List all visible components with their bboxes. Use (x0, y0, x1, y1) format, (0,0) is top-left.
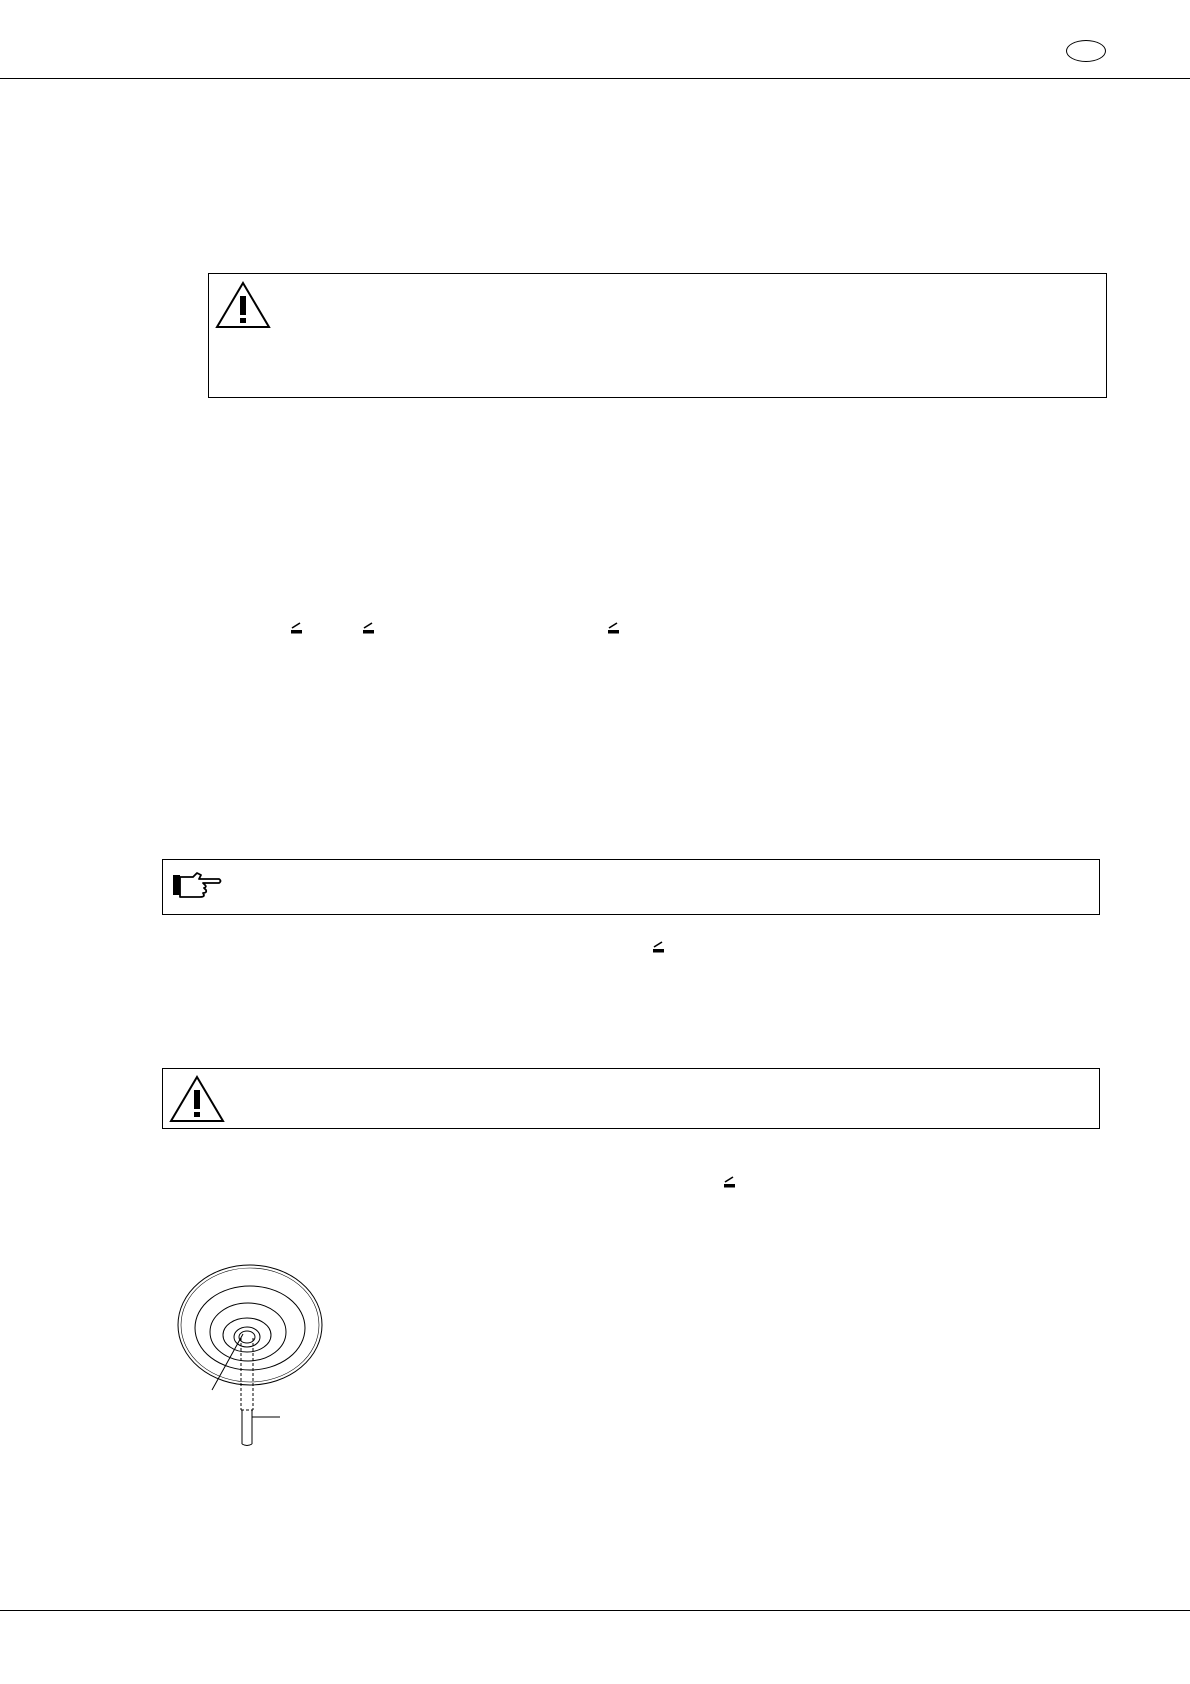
ring-assembly-drawing (170, 1262, 330, 1448)
pointing-hand-icon (171, 870, 223, 900)
header-rule (0, 78, 1190, 79)
page-marker-icon (1066, 40, 1106, 62)
reference-mark-icon (361, 622, 375, 634)
warning-box-top (208, 273, 1107, 398)
note-box (162, 859, 1100, 915)
reference-mark-icon (289, 622, 303, 634)
reference-mark-icon (606, 622, 620, 634)
reference-mark-icon (722, 1176, 736, 1188)
warning-triangle-icon (169, 1074, 225, 1124)
warning-triangle-icon (215, 280, 271, 330)
reference-mark-icon (651, 941, 665, 953)
warning-box-bottom (162, 1068, 1100, 1129)
footer-rule (0, 1610, 1190, 1611)
